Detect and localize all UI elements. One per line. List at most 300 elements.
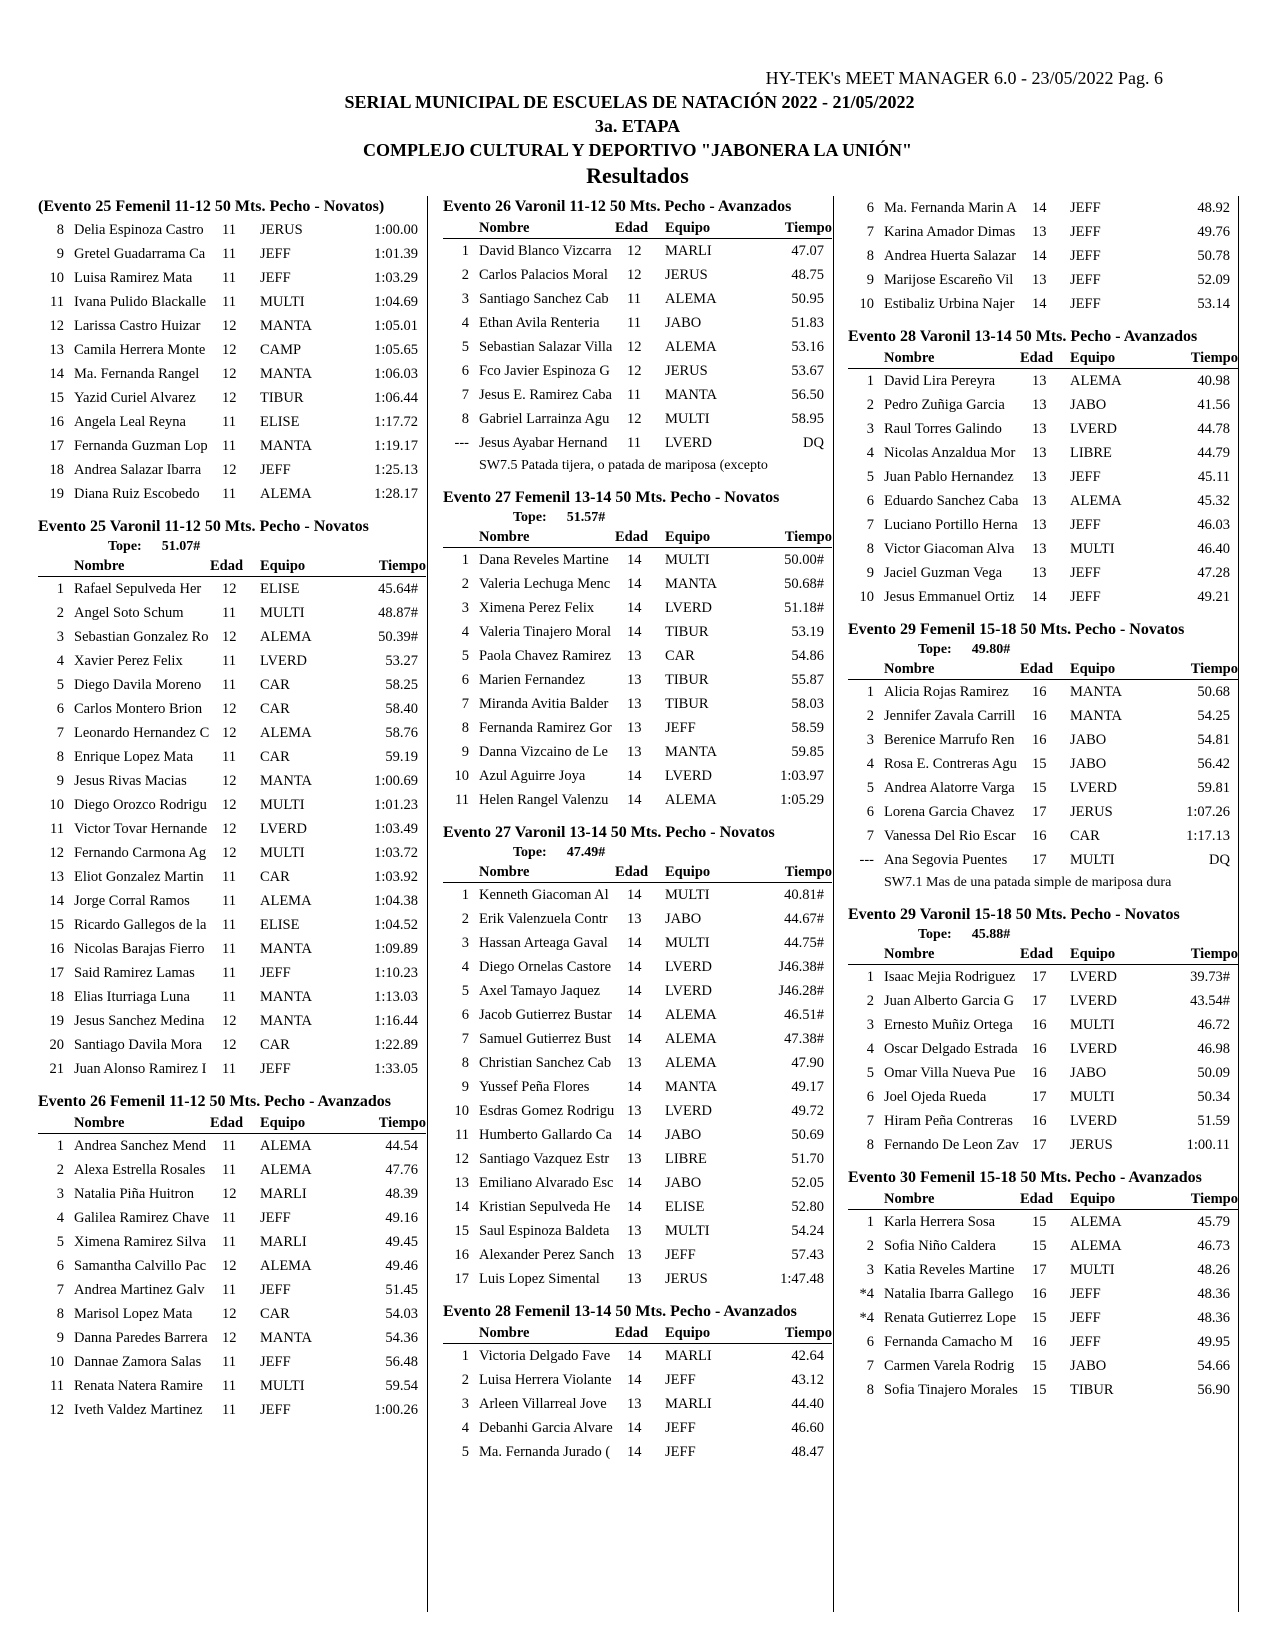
swimmer-name: Helen Rangel Valenzu: [479, 792, 609, 808]
age: 12: [222, 581, 237, 597]
tope-value: 49.80#: [971, 642, 1011, 657]
result-row: [848, 776, 1238, 800]
result-row: [848, 800, 1238, 824]
result-row: [38, 841, 426, 865]
team: ALEMA: [665, 1031, 717, 1047]
venue-title: COMPLEJO CULTURAL Y DEPORTIVO "JABONERA LA UNIÓN": [362, 140, 913, 160]
team: JEFF: [260, 1402, 291, 1418]
result-row: [443, 620, 832, 644]
result-row: [848, 704, 1238, 728]
header-nombre: Nombre: [479, 864, 530, 880]
age: 11: [222, 1282, 236, 1298]
time: 53.27: [385, 653, 418, 669]
place: 6: [461, 672, 469, 688]
result-row: [443, 1416, 832, 1440]
time: 1:03.29: [374, 270, 418, 286]
place: 4: [461, 959, 469, 975]
place: 12: [49, 1402, 64, 1418]
age: 17: [1032, 1262, 1047, 1278]
age: 12: [627, 363, 642, 379]
stage-title: 3a. ETAPA: [594, 116, 681, 136]
header-edad: Edad: [615, 864, 649, 880]
place: 2: [461, 911, 469, 927]
result-row: [848, 1234, 1238, 1258]
place: 6: [866, 1334, 874, 1350]
team: JEFF: [260, 1354, 291, 1370]
result-row: [848, 1133, 1238, 1157]
team: ALEMA: [1070, 373, 1122, 389]
time: 44.54: [385, 1138, 418, 1154]
swimmer-name: Azul Aguirre Joya: [479, 768, 586, 784]
swimmer-name: Luis Lopez Simental: [479, 1271, 600, 1287]
age: 13: [627, 1223, 642, 1239]
place: 8: [461, 411, 469, 427]
swimmer-name: Angela Leal Reyna: [74, 414, 186, 430]
place: 10: [859, 296, 874, 312]
place: 9: [866, 565, 874, 581]
time: 47.76: [385, 1162, 418, 1178]
swimmer-name: Yazid Curiel Alvarez: [74, 390, 196, 406]
team: MANTA: [665, 1079, 718, 1095]
result-row: [38, 889, 426, 913]
result-row: [848, 393, 1238, 417]
tope-line: [848, 926, 1238, 944]
team: ELISE: [260, 917, 300, 933]
place: 8: [461, 720, 469, 736]
place: 5: [866, 469, 874, 485]
age: 13: [627, 744, 642, 760]
place: 10: [49, 270, 64, 286]
age: 14: [627, 1175, 642, 1191]
team: JABO: [1070, 1065, 1107, 1081]
place: 5: [461, 1444, 469, 1460]
header-tiempo: Tiempo: [784, 1325, 832, 1341]
team: LVERD: [665, 435, 712, 451]
place: 9: [56, 773, 64, 789]
result-row: [443, 1123, 832, 1147]
team: TIBUR: [665, 696, 709, 712]
place: 11: [50, 821, 64, 837]
time: 46.72: [1197, 1017, 1230, 1033]
place: 17: [49, 438, 64, 454]
age: 14: [1032, 248, 1047, 264]
header-edad: Edad: [615, 1325, 649, 1341]
team: LIBRE: [1070, 445, 1112, 461]
time: 1:04.52: [374, 917, 418, 933]
result-row: [443, 239, 832, 263]
tope-line: [443, 844, 832, 862]
age: 14: [627, 1127, 642, 1143]
team: CAR: [260, 701, 290, 717]
place: 5: [461, 983, 469, 999]
swimmer-name: Erik Valenzuela Contr: [479, 911, 608, 927]
time: 47.28: [1197, 565, 1230, 581]
team: MULTI: [665, 552, 710, 568]
age: 12: [627, 411, 642, 427]
time: 49.46: [385, 1258, 418, 1274]
header-tiempo: Tiempo: [378, 1115, 426, 1131]
place: 4: [461, 1420, 469, 1436]
swimmer-name: Jesus E. Ramirez Caba: [479, 387, 612, 403]
swimmer-name: Katia Reveles Martine: [884, 1262, 1015, 1278]
meet-manager-header: HY-TEK's MEET MANAGER 6.0 - 23/05/2022 Pag. 6: [765, 68, 1163, 88]
age: 13: [1032, 517, 1047, 533]
tope-line: [443, 509, 832, 527]
event-title: Evento 30 Femenil 15-18 50 Mts. Pecho - Avanzados: [848, 1169, 1202, 1186]
team: JEFF: [1070, 1310, 1101, 1326]
age: 11: [222, 294, 236, 310]
team: CAR: [260, 749, 290, 765]
place: 17: [454, 1271, 469, 1287]
team: JEFF: [1070, 1286, 1101, 1302]
swimmer-name: Estibaliz Urbina Najer: [884, 296, 1015, 312]
header-tiempo: Tiempo: [1190, 661, 1238, 677]
time: 59.19: [385, 749, 418, 765]
time: 1:03.49: [374, 821, 418, 837]
place: 1: [866, 969, 874, 985]
time: 47.38#: [784, 1031, 824, 1047]
swimmer-name: Andrea Huerta Salazar: [884, 248, 1017, 264]
swimmer-name: Karina Amador Dimas: [884, 224, 1016, 240]
place: 14: [49, 366, 64, 382]
result-row: [38, 817, 426, 841]
time: 39.73#: [1190, 969, 1230, 985]
time: 51.18#: [784, 600, 824, 616]
swimmer-name: Lorena Garcia Chavez: [884, 804, 1015, 820]
age: 12: [222, 1013, 237, 1029]
results-column-1: [38, 196, 426, 1432]
result-row: [38, 458, 426, 482]
age: 17: [1032, 852, 1047, 868]
team: LVERD: [665, 983, 712, 999]
place: 13: [454, 1175, 469, 1191]
swimmer-name: Eliot Gonzalez Martin: [74, 869, 204, 885]
column-divider: [833, 196, 834, 1612]
swimmer-name: Victor Tovar Hernande: [74, 821, 208, 837]
place: 10: [454, 1103, 469, 1119]
age: 12: [627, 267, 642, 283]
age: 13: [1032, 272, 1047, 288]
result-row: [38, 601, 426, 625]
age: 11: [222, 1162, 236, 1178]
time: 51.45: [385, 1282, 418, 1298]
swimmer-name: Fernando Carmona Ag: [74, 845, 207, 861]
result-row: [443, 1243, 832, 1267]
swimmer-name: Jesus Rivas Macias: [74, 773, 187, 789]
team: JABO: [1070, 732, 1107, 748]
team: MANTA: [260, 1330, 313, 1346]
age: 12: [222, 821, 237, 837]
age: 11: [627, 387, 641, 403]
time: 54.36: [385, 1330, 418, 1346]
time: 40.98: [1197, 373, 1230, 389]
age: 13: [627, 911, 642, 927]
swimmer-name: Iveth Valdez Martinez: [74, 1402, 203, 1418]
result-row: [848, 561, 1238, 585]
age: 11: [222, 869, 236, 885]
tope-line: [848, 641, 1238, 659]
time: 52.80: [791, 1199, 824, 1215]
age: 16: [1032, 708, 1047, 724]
place: 2: [461, 267, 469, 283]
time: 47.07: [791, 243, 824, 259]
place: 7: [866, 224, 874, 240]
result-row: [38, 242, 426, 266]
result-row: [848, 1282, 1238, 1306]
age: 12: [222, 1306, 237, 1322]
swimmer-name: Andrea Salazar Ibarra: [74, 462, 202, 478]
header-edad: Edad: [615, 529, 649, 545]
tope-value: 51.07#: [161, 539, 201, 554]
time: 50.34: [1197, 1089, 1230, 1105]
age: 17: [1032, 993, 1047, 1009]
swimmer-name: Yussef Peña Flores: [479, 1079, 590, 1095]
header-equipo: Equipo: [1070, 350, 1116, 366]
team: TIBUR: [260, 390, 304, 406]
age: 12: [222, 629, 237, 645]
age: 14: [627, 552, 642, 568]
place: 18: [49, 462, 64, 478]
age: 17: [1032, 804, 1047, 820]
team: ALEMA: [260, 629, 312, 645]
age: 12: [222, 342, 237, 358]
time: 58.03: [791, 696, 824, 712]
age: 16: [1032, 732, 1047, 748]
result-row: [38, 625, 426, 649]
time: 50.09: [1197, 1065, 1230, 1081]
place: ---: [859, 852, 874, 868]
place: 11: [50, 1378, 64, 1394]
time: 48.39: [385, 1186, 418, 1202]
age: 13: [1032, 373, 1047, 389]
event-title: Evento 26 Femenil 11-12 50 Mts. Pecho - Avanzados: [38, 1093, 392, 1110]
header-tiempo: Tiempo: [1190, 946, 1238, 962]
time: 46.60: [791, 1420, 824, 1436]
results-column-3: [848, 196, 1238, 1412]
team: CAMP: [260, 342, 302, 358]
meet-title: SERIAL MUNICIPAL DE ESCUELAS DE NATACIÓN 2022 - 21/05/2022: [344, 92, 915, 112]
team: JEFF: [260, 1061, 291, 1077]
result-row: [38, 1206, 426, 1230]
team: MANTA: [665, 576, 718, 592]
age: 11: [222, 438, 236, 454]
time: 50.39#: [378, 629, 418, 645]
place: 3: [866, 732, 874, 748]
team: ALEMA: [260, 725, 312, 741]
place: 10: [49, 1354, 64, 1370]
swimmer-name: Ethan Avila Renteria: [479, 315, 600, 331]
place: 8: [866, 1382, 874, 1398]
swimmer-name: Diego Orozco Rodrigu: [74, 797, 207, 813]
swimmer-name: Fernando De Leon Zav: [884, 1137, 1019, 1153]
table-header: [38, 556, 426, 577]
place: 1: [461, 552, 469, 568]
age: 11: [222, 1138, 236, 1154]
age: 16: [1032, 1017, 1047, 1033]
result-row: [38, 1326, 426, 1350]
age: 16: [1032, 1065, 1047, 1081]
time: 1:00.26: [374, 1402, 418, 1418]
place: 21: [49, 1061, 64, 1077]
swimmer-name: Diana Ruiz Escobedo: [74, 486, 200, 502]
team: MANTA: [260, 773, 313, 789]
event-title: Evento 25 Varonil 11-12 50 Mts. Pecho - Novatos: [38, 518, 369, 535]
result-row: [38, 1182, 426, 1206]
team: JEFF: [260, 246, 291, 262]
result-row: [443, 1003, 832, 1027]
table-header: [38, 1113, 426, 1134]
table-header: [443, 218, 832, 239]
place: 2: [866, 708, 874, 724]
swimmer-name: Larissa Castro Huizar: [74, 318, 201, 334]
team: CAR: [260, 1037, 290, 1053]
age: 14: [627, 1420, 642, 1436]
time: 42.64: [791, 1348, 824, 1364]
result-row: [443, 1147, 832, 1171]
place: 9: [56, 246, 64, 262]
time: 53.67: [791, 363, 824, 379]
result-row: [848, 1013, 1238, 1037]
swimmer-name: Luisa Ramirez Mata: [74, 270, 193, 286]
swimmer-name: Berenice Marrufo Ren: [884, 732, 1015, 748]
place: 3: [56, 629, 64, 645]
swimmer-name: Kenneth Giacoman Al: [479, 887, 609, 903]
event-section: [443, 487, 832, 812]
team: MULTI: [1070, 541, 1115, 557]
time: 1:28.17: [374, 486, 418, 502]
swimmer-name: Axel Tamayo Jaquez: [479, 983, 601, 999]
place: 12: [49, 318, 64, 334]
age: 14: [627, 1444, 642, 1460]
result-row: [38, 1009, 426, 1033]
result-row: [848, 1109, 1238, 1133]
time: 41.56: [1197, 397, 1230, 413]
place: ---: [454, 435, 469, 451]
header-tiempo: Tiempo: [1190, 1191, 1238, 1207]
time: 50.68: [1197, 684, 1230, 700]
event-section: [443, 822, 832, 1291]
result-row: [443, 668, 832, 692]
time: 1:13.03: [374, 989, 418, 1005]
place: 2: [866, 397, 874, 413]
result-row: [443, 1392, 832, 1416]
team: MARLI: [260, 1234, 307, 1250]
age: 12: [222, 462, 237, 478]
place: 2: [866, 1238, 874, 1254]
result-row: [38, 482, 426, 506]
place: 6: [461, 1007, 469, 1023]
result-row: [443, 287, 832, 311]
age: 13: [627, 648, 642, 664]
result-row: [38, 410, 426, 434]
table-header: [443, 1323, 832, 1344]
time: 1:25.13: [374, 462, 418, 478]
swimmer-name: Luciano Portillo Herna: [884, 517, 1018, 533]
place: 6: [56, 701, 64, 717]
swimmer-name: Danna Vizcaino de Le: [479, 744, 608, 760]
column-divider: [427, 196, 428, 1612]
age: 14: [627, 624, 642, 640]
age: 13: [1032, 421, 1047, 437]
swimmer-name: Angel Soto Schum: [74, 605, 184, 621]
age: 14: [627, 768, 642, 784]
age: 14: [627, 1007, 642, 1023]
time: 58.25: [385, 677, 418, 693]
place: 2: [56, 605, 64, 621]
team: JEFF: [260, 270, 291, 286]
time: 1:05.01: [374, 318, 418, 334]
result-row: [38, 386, 426, 410]
column-divider: [1238, 196, 1239, 1612]
time: 1:06.03: [374, 366, 418, 382]
team: MULTI: [665, 1223, 710, 1239]
result-row: [443, 1344, 832, 1368]
result-row: [443, 716, 832, 740]
swimmer-name: Ernesto Muñiz Ortega: [884, 1017, 1013, 1033]
place: 8: [56, 1306, 64, 1322]
place: 4: [866, 445, 874, 461]
result-row: [443, 407, 832, 431]
result-row: [848, 680, 1238, 704]
swimmer-name: David Lira Pereyra: [884, 373, 996, 389]
result-row: [848, 585, 1238, 609]
header-edad: Edad: [1020, 946, 1054, 962]
place: 12: [454, 1151, 469, 1167]
result-row: [443, 1440, 832, 1464]
team: JEFF: [1070, 200, 1101, 216]
event-section: [848, 196, 1238, 316]
team: JABO: [665, 1127, 702, 1143]
swimmer-name: Raul Torres Galindo: [884, 421, 1002, 437]
team: JERUS: [665, 267, 708, 283]
swimmer-name: Carlos Montero Brion: [74, 701, 203, 717]
place: 6: [866, 804, 874, 820]
time: 47.90: [791, 1055, 824, 1071]
place: 3: [866, 421, 874, 437]
time: 1:05.29: [780, 792, 824, 808]
result-row: [38, 290, 426, 314]
team: JERUS: [665, 1271, 708, 1287]
swimmer-name: Sebastian Gonzalez Ro: [74, 629, 209, 645]
result-row: [443, 1027, 832, 1051]
age: 11: [222, 893, 236, 909]
team: ALEMA: [665, 291, 717, 307]
team: JEFF: [1070, 1334, 1101, 1350]
age: 16: [1032, 1041, 1047, 1057]
age: 11: [222, 1354, 236, 1370]
place: 5: [56, 1234, 64, 1250]
result-row: [848, 989, 1238, 1013]
place: 5: [866, 780, 874, 796]
place: 16: [49, 941, 64, 957]
event-title: Evento 28 Varonil 13-14 50 Mts. Pecho - Avanzados: [848, 328, 1198, 345]
time: 1:10.23: [374, 965, 418, 981]
time: 56.42: [1197, 756, 1230, 772]
time: 54.25: [1197, 708, 1230, 724]
age: 11: [222, 1234, 236, 1250]
team: JEFF: [665, 1420, 696, 1436]
result-row: [848, 1258, 1238, 1282]
team: LVERD: [665, 600, 712, 616]
swimmer-name: Valeria Tinajero Moral: [479, 624, 612, 640]
result-row: [443, 1267, 832, 1291]
swimmer-name: Gabriel Larrainza Agu: [479, 411, 610, 427]
result-row: [38, 577, 426, 601]
team: MANTA: [260, 438, 313, 454]
team: LVERD: [665, 959, 712, 975]
event-section: [38, 1091, 426, 1422]
time: 45.32: [1197, 493, 1230, 509]
